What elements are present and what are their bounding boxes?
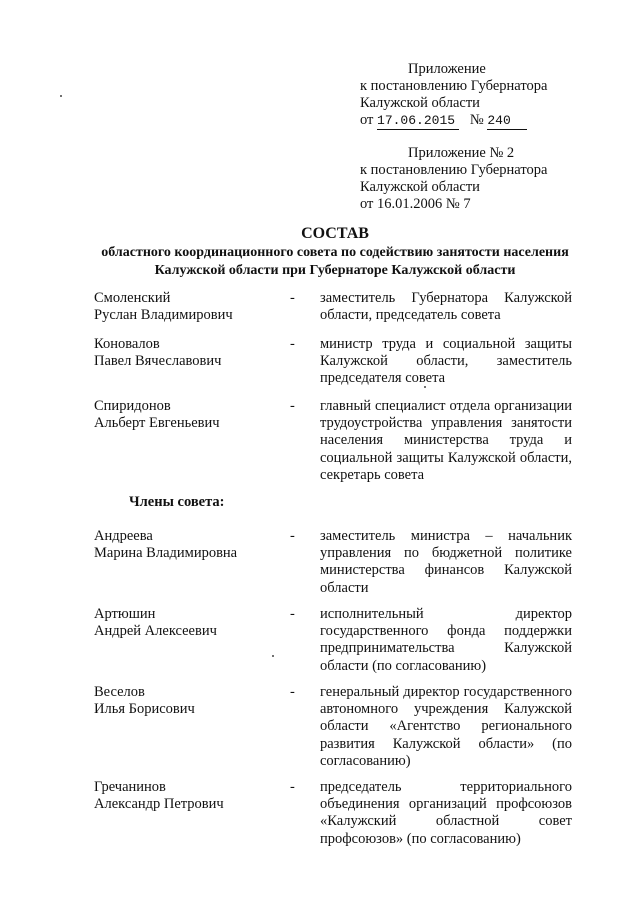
role-description: исполнительный директор государственного фонда поддержки предпринимательства Калужской области (по согласованию) [320, 606, 572, 674]
number-value: 240 [487, 112, 527, 130]
given-names: Илья Борисович [94, 701, 195, 718]
person-name [94, 290, 284, 324]
role-description: министр труда и социальной защиты Калужской области, заместитель председателя совета [320, 336, 572, 387]
appendix-2-header [360, 145, 630, 213]
title-main: СОСТАВ [301, 225, 369, 242]
appendix-2-line-1: к постановлению Губернатора [360, 162, 548, 178]
surname: Андреева [94, 528, 153, 544]
given-names: Руслан Владимирович [94, 307, 233, 324]
appendix-header [360, 61, 630, 130]
date-prefix: от [360, 112, 374, 128]
given-names: Павел Вячеславович [94, 353, 222, 370]
document-title [80, 224, 590, 280]
given-names: Александр Петрович [94, 796, 224, 813]
person-name [94, 606, 284, 640]
appendix-date-line [360, 112, 630, 130]
person-name [94, 779, 284, 813]
dash: - [290, 779, 295, 795]
person-name [94, 398, 284, 432]
role-description: заместитель министра – начальник управления по бюджетной политике министерства финансов Калужской области [320, 528, 572, 596]
appendix-2-title: Приложение № 2 [408, 145, 515, 161]
appendix-title: Приложение [408, 61, 486, 77]
surname: Спиридонов [94, 398, 171, 414]
title-sub-2: Калужской области при Губернаторе Калужской области [154, 263, 516, 278]
appendix-2-line-2: Калужской области [360, 179, 480, 195]
given-names: Андрей Алексеевич [94, 623, 217, 640]
surname: Гречанинов [94, 779, 166, 795]
appendix-line-1: к постановлению Губернатора [360, 78, 548, 94]
given-names: Марина Владимировна [94, 545, 238, 562]
person-name [94, 528, 284, 562]
dash: - [290, 398, 295, 414]
appendix-line-2: Калужской области [360, 95, 480, 111]
title-sub-1: областного координационного совета по содействию занятости населения [101, 245, 569, 260]
surname: Коновалов [94, 336, 160, 352]
surname: Смоленский [94, 290, 171, 306]
person-name [94, 684, 284, 718]
scan-speck [60, 95, 62, 97]
dash: - [290, 684, 295, 700]
role-description: председатель территориального объединения организаций профсоюзов «Калужский областной совет профсоюзов» (по согласованию) [320, 779, 572, 847]
surname: Артюшин [94, 606, 156, 622]
dash: - [290, 606, 295, 622]
role-description: главный специалист отдела организации трудоустройства управления занятости населения министерства труда и социальной защиты Калужской области, секретарь совета [320, 398, 572, 483]
role-description: заместитель Губернатора Калужской области, председатель совета [320, 290, 572, 324]
date-value: 17.06.2015 [377, 112, 459, 130]
dash: - [290, 336, 295, 352]
dash: - [290, 528, 295, 544]
given-names: Альберт Евгеньевич [94, 415, 220, 432]
number-prefix: № [469, 112, 484, 128]
scan-speck [424, 386, 426, 388]
dash: - [290, 290, 295, 306]
surname: Веселов [94, 684, 145, 700]
appendix-2-line-3: от 16.01.2006 № 7 [360, 196, 471, 212]
members-heading: Члены совета: [129, 494, 225, 510]
role-description: генеральный директор государственного автономного учреждения Калужской области «Агентство регионального развития Калужской области» (по согласованию) [320, 684, 572, 769]
person-name [94, 336, 284, 370]
scan-speck [272, 655, 274, 657]
